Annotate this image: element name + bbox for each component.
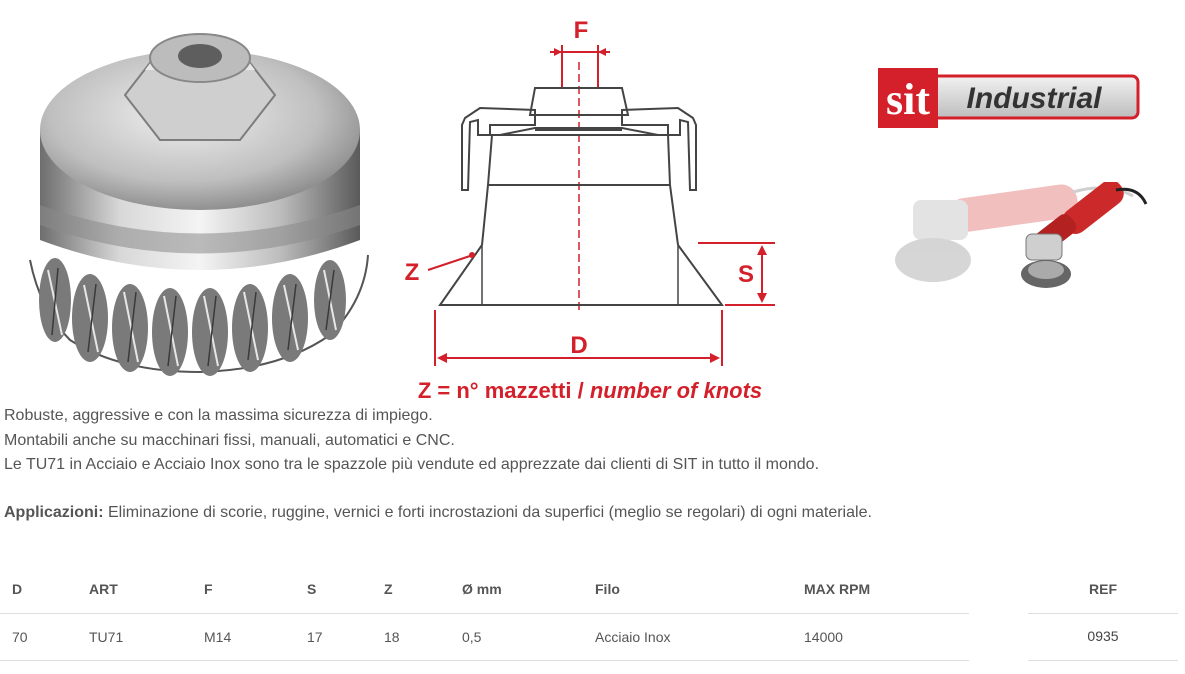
applications bbox=[4, 504, 872, 522]
ref-column bbox=[1028, 565, 1178, 661]
ref-header: REF bbox=[1028, 565, 1178, 614]
applications-label: Applicazioni: bbox=[4, 504, 104, 521]
col-header: Ø mm bbox=[450, 565, 583, 614]
label-f: F bbox=[573, 17, 589, 44]
angle-grinder-illustration bbox=[888, 182, 1148, 292]
svg-text:sit: sit bbox=[886, 75, 930, 124]
table-row bbox=[0, 614, 969, 661]
cup-brush-photo bbox=[0, 0, 380, 385]
label-z: Z bbox=[404, 259, 420, 286]
col-header: MAX RPM bbox=[792, 565, 969, 614]
product-description bbox=[4, 404, 819, 478]
col-header: ART bbox=[77, 565, 192, 614]
cell-d: 70 bbox=[0, 614, 77, 661]
table-header-row bbox=[0, 565, 969, 614]
svg-text:Industrial: Industrial bbox=[966, 82, 1102, 115]
diagram-caption: Z = n° mazzetti / number of knots bbox=[417, 378, 763, 400]
cell-art: TU71 bbox=[77, 614, 192, 661]
description-line: Montabili anche su macchinari fissi, manuali, automatici e CNC. bbox=[4, 431, 455, 449]
description-line: Le TU71 in Acciaio e Acciaio Inox sono tra le spazzole più vendute ed apprezzate dai clienti di SIT in tutto il mondo. bbox=[4, 456, 820, 473]
cell-diameter: 0,5 bbox=[450, 614, 583, 661]
specs-table bbox=[0, 565, 969, 661]
label-s: S bbox=[737, 261, 755, 288]
cell-z: 18 bbox=[372, 614, 450, 661]
col-header: F bbox=[192, 565, 295, 614]
cell-filo: Acciaio Inox bbox=[583, 614, 792, 661]
col-header: Z bbox=[372, 565, 450, 614]
col-header: D bbox=[0, 565, 77, 614]
description-line: Robuste, aggressive e con la massima sicurezza di impiego. bbox=[4, 407, 433, 424]
col-header: Filo bbox=[583, 565, 792, 614]
label-d: D bbox=[570, 332, 588, 359]
ref-value: 0935 bbox=[1028, 614, 1178, 661]
sit-industrial-logo bbox=[876, 66, 1142, 130]
applications-text: Eliminazione di scorie, ruggine, vernici e forti incrostazioni da superfici (meglio se regolari) di ogni materiale. bbox=[103, 504, 872, 521]
technical-diagram bbox=[400, 0, 800, 400]
cell-s: 17 bbox=[295, 614, 372, 661]
cell-f: M14 bbox=[192, 614, 295, 661]
cell-max-rpm: 14000 bbox=[792, 614, 969, 661]
col-header: S bbox=[295, 565, 372, 614]
